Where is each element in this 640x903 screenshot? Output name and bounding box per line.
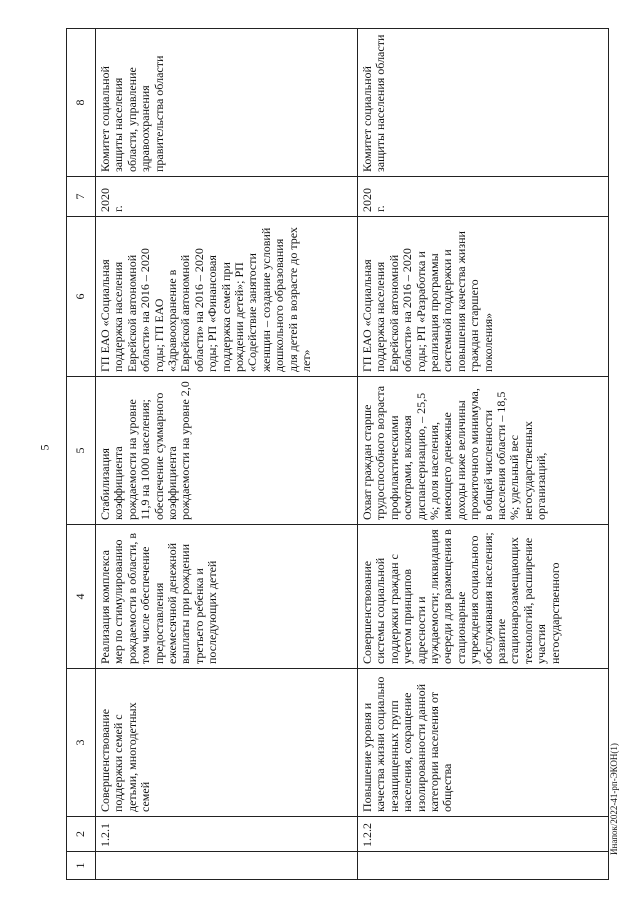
item-number: 1.2.2 xyxy=(358,817,609,852)
deadline-cell: 2020 г. xyxy=(96,177,358,217)
result-cell: Стабилизация коэффициента рождаемости на уровне 11,9 на 1000 населения; обеспечение суммарного коэффициента рождаемости на уровне 2,0 xyxy=(96,377,358,525)
table-row xyxy=(96,29,358,880)
programs-cell: ГП ЕАО «Социальная поддержка населения Еврейской автономной области» на 2016 – 2020 годы; РП «Разработка и реализация программы системной поддержки и повышения качества жизни граждан старшего поколения» xyxy=(358,217,609,377)
measures-cell: Совершенствование системы социальной поддержки граждан с учетом принципов адресности и нуждаемости; ликвидация очереди для размещения в стационарные учреждения социального обслуживания населения; развитие стационарозамещающих технологий, расширение участия негосударственного xyxy=(358,525,609,669)
header-cell: 5 xyxy=(67,377,96,525)
responsible-cell: Комитет социальной защиты населения области, управление здравоохранения правительства области xyxy=(96,29,358,177)
measures-cell: Реализация комплекса мер по стимулированию рождаемости в области, в том числе обеспечение предоставления ежемесячной денежной выплаты при рождении третьего ребенка и последующих детей xyxy=(96,525,358,669)
result-cell: Охват граждан старше трудоспособного возраста профилактическими осмотрами, включая диспансеризацию, – 25,5 %; доля населения, имеющего денежные доходы ниже величины прожиточного минимума, в общей численности населения области – 18,5 %; удельный вес негосударственных организаций, xyxy=(358,377,609,525)
task-cell: Совершенствование поддержки семей с детьми, многодетных семей xyxy=(96,669,358,817)
page-number: 5 xyxy=(37,444,52,451)
header-cell: 7 xyxy=(67,177,96,217)
header-cell: 2 xyxy=(67,817,96,852)
header-cell: 8 xyxy=(67,29,96,177)
header-row xyxy=(67,29,96,880)
header-cell: 4 xyxy=(67,525,96,669)
header-cell: 6 xyxy=(67,217,96,377)
responsible-cell: Комитет социальной защиты населения области xyxy=(358,29,609,177)
col1-cell xyxy=(358,852,609,880)
programs-cell: ГП ЕАО «Социальная поддержка населения Еврейской автономной области» на 2016 – 2020 годы; ГП ЕАО «Здравоохранение в Еврейской автономной области» на 2016 – 2020 годы; РП «Финансовая поддержка семей при рождении детей»; РП «Содействие занятости женщин – создание условий дошкольного образования для детей в возрасте до трех лет» xyxy=(96,217,358,377)
deadline-cell: 2020 г. xyxy=(358,177,609,217)
table-row xyxy=(358,29,609,880)
header-cell: 3 xyxy=(67,669,96,817)
header-cell: 1 xyxy=(67,852,96,880)
item-number: 1.2.1 xyxy=(96,817,358,852)
rotated-table-wrapper xyxy=(66,29,609,880)
task-cell: Повышение уровня и качества жизни социально незащищенных групп населения, сокращение изолированности данной категории населения от общества xyxy=(358,669,609,817)
col1-cell xyxy=(96,852,358,880)
document-code: Инапок/2022-41-рп-ЭКОН(1) xyxy=(609,743,619,855)
measures-table xyxy=(66,28,609,880)
